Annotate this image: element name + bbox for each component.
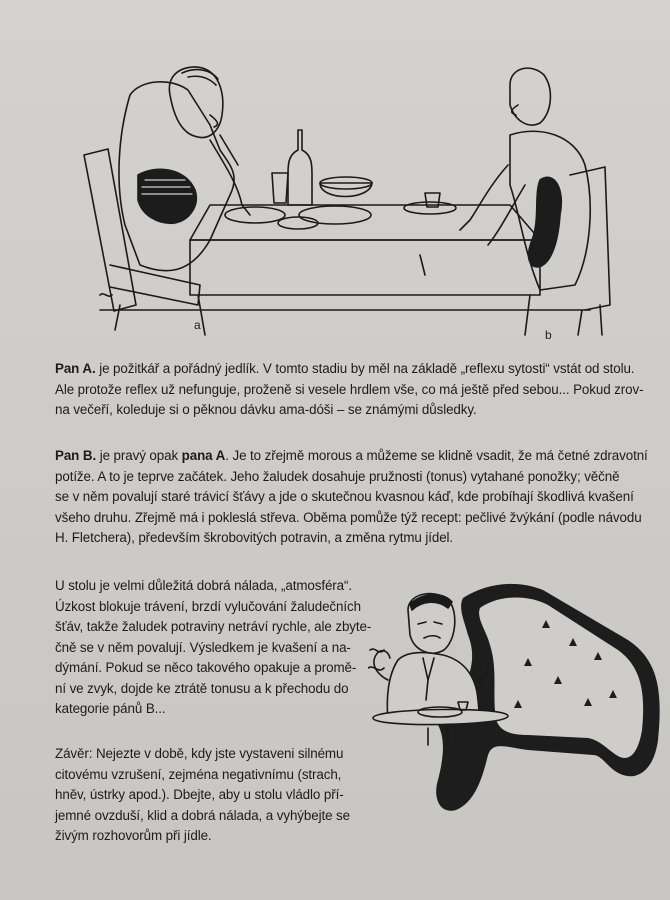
para1-line2: Ale protože reflex už nefunguje, proženě si vesele hrdlem vše, co má ještě před sebou... Pokud zrov-	[55, 381, 644, 397]
para1-line3: na večeří, koleduje si o pěknou dávku ama-dóši – se známými důsledky.	[55, 402, 477, 417]
para3-line: šťáv, takže žaludek potraviny netráví rychle, ale zbyte-	[55, 619, 372, 634]
paragraph-atmosphere	[55, 576, 371, 720]
para3-line: dýmání. Pokud se něco takového opakuje a promě-	[55, 660, 357, 675]
paragraph-conclusion	[55, 744, 350, 847]
dining-table-illustration	[70, 55, 620, 345]
para4-line: živým rozhovorům při jídle.	[55, 828, 212, 843]
glass-a	[272, 173, 288, 203]
para2-line2: potíže. A to je teprve začátek. Jeho žaludek dosahuje pružnosti (tonus) vytahané ponožky; věčně	[55, 468, 620, 484]
para3-line: čně se v něm povalují. Výsledkem je kvašení a na-	[55, 639, 351, 655]
para2-line1	[55, 446, 648, 467]
para2-line3: se v něm povalují staré trávicí šťávy a jde o skutečnou kvasnou káď, kde probíhají škodlivá kvašení	[55, 489, 634, 504]
para4-line: hněv, ústrky apod.). Dbejte, aby u stolu vládlo pří-	[55, 787, 344, 802]
para3-line: U stolu je velmi důležitá dobrá nálada, „atmosféra“.	[55, 578, 352, 593]
para4-line: jemné ovzduší, klid a dobrá nálada, a vyhýbejte se	[55, 807, 350, 823]
para1-line1	[55, 359, 643, 380]
para2-line4: všeho druhu. Zřejmě má i pokleslá střeva. Oběma pomůže týž recept: pečlivé žvýkání (podle návodu	[55, 509, 642, 525]
para3-line: kategorie pánů B...	[55, 701, 166, 716]
bottle	[288, 130, 312, 205]
anxious-man-stomach-illustration	[368, 580, 668, 825]
para2-line1-mid: je pravý opak	[96, 448, 182, 463]
para3-line: ní ve zvyk, dojde ke ztrátě tonusu a k přechodu do	[55, 680, 349, 696]
stomach-a	[138, 169, 196, 223]
plate-a	[225, 207, 285, 223]
paragraph-pan-b	[55, 446, 648, 549]
figure-label-a: a	[194, 318, 201, 332]
stomach-b	[529, 177, 562, 267]
para2-line5: H. Fletchera), především škrobovitých potravin, a změna rytmu jídel.	[55, 530, 454, 545]
para4-line: Závěr: Nejezte v době, kdy jste vystaveni silnému	[55, 746, 344, 761]
pan-a-reference: pana A	[181, 448, 226, 463]
paragraph-pan-a	[55, 359, 643, 421]
pan-b-lead: Pan B.	[55, 448, 97, 463]
para3-line: Úzkost blokuje trávení, brzdí vylučování žaludečních	[55, 598, 361, 614]
para4-line: citovému vzrušení, zejména negativnímu (strach,	[55, 766, 342, 782]
para1-line1-rest: je požitkář a pořádný jedlík. V tomto stadiu by měl na základě „reflexu sytosti“ vstát od stolu.	[95, 361, 635, 376]
figure-label-b: b	[545, 328, 552, 342]
pan-a-lead: Pan A.	[55, 361, 96, 376]
para2-line1-rest: . Je to zřejmě morous a můžeme se klidně vsadit, že má četné zdravotní	[225, 448, 648, 463]
